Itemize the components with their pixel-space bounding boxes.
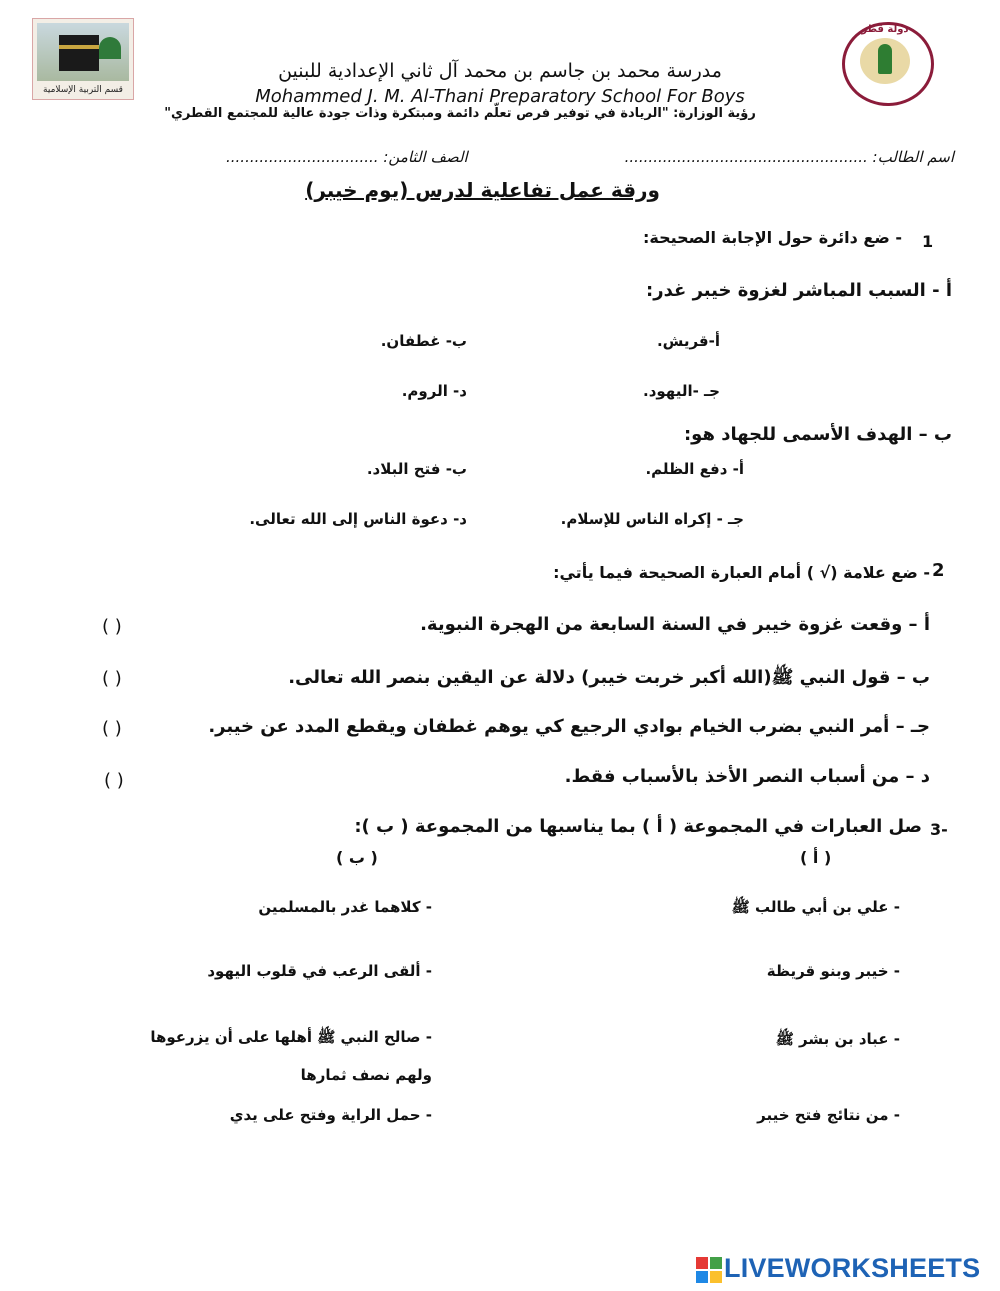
q1a-option-a[interactable]: أ-قريش. xyxy=(656,332,720,350)
q3-number: 3- xyxy=(930,820,948,839)
q1a-option-b[interactable]: ب- غطفان. xyxy=(380,332,467,350)
q3-col-a-item-1[interactable]: - علي بن أبي طالب ﷺ xyxy=(731,898,900,916)
grid-cell xyxy=(696,1271,708,1283)
q1b-option-a[interactable]: أ- دفع الظلم. xyxy=(645,460,744,478)
q2-answer-box-d[interactable]: ( ) xyxy=(104,770,124,791)
q1-instruction: - ضع دائرة حول الإجابة الصحيحة: xyxy=(642,228,902,247)
q1a-stem: أ - السبب المباشر لغزوة خيبر غدر: xyxy=(646,280,952,301)
islamic-education-logo xyxy=(32,18,134,100)
q2-answer-box-b[interactable]: ( ) xyxy=(102,668,122,689)
palm-icon xyxy=(878,44,892,74)
q2-statement-d: د – من أسباب النصر الأخذ بالأسباب فقط. xyxy=(564,766,930,787)
q1b-option-c[interactable]: جـ - إكراه الناس للإسلام. xyxy=(560,510,744,528)
q2-instruction: - ضع علامة (√ ) أمام العبارة الصحيحة فيما يأتي: xyxy=(553,563,930,582)
q2-statement-b: ب – قول النبي ﷺ(الله أكبر خربت خيبر) دلالة عن اليقين بنصر الله تعالى. xyxy=(288,667,930,688)
q2-statement-c: جـ – أمر النبي بضرب الخيام بوادي الرجيع كي يوهم غطفان ويقطع المدد عن خيبر. xyxy=(208,716,930,737)
q2-statement-a: أ – وقعت غزوة خيبر في السنة السابعة من الهجرة النبوية. xyxy=(420,614,930,635)
q3-col-b-item-4[interactable]: - حمل الراية وفتح على يدي xyxy=(229,1106,432,1124)
liveworksheets-brand-text: LIVEWORKSHEETS xyxy=(724,1253,981,1283)
q3-col-a-item-3[interactable]: - عباد بن بشر ﷺ xyxy=(775,1030,900,1048)
q1b-option-d[interactable]: د- دعوة الناس إلى الله تعالى. xyxy=(249,510,467,528)
q3-col-b-item-3[interactable]: - صالح النبي ﷺ أهلها على أن يزرعوها xyxy=(150,1028,432,1046)
q3-col-a-item-2[interactable]: - خيبر وبنو قريظة xyxy=(766,962,900,980)
q3-header-b: ( ب ) xyxy=(336,848,378,867)
grid-cell xyxy=(710,1271,722,1283)
q1-number: 1 xyxy=(922,232,934,251)
school-name-arabic: مدرسة محمد بن جاسم بن محمد آل ثاني الإعدادية للبنين xyxy=(278,60,722,82)
q3-instruction: صل العبارات في المجموعة ( أ ) بما يناسبها من المجموعة ( ب ): xyxy=(354,816,922,837)
right-logo-text: دولة قطر xyxy=(861,24,909,35)
q3-col-b-item-3-continued: ولهم نصف ثمارها xyxy=(300,1066,432,1084)
q2-answer-box-a[interactable]: ( ) xyxy=(102,616,122,637)
q1b-stem: ب – الهدف الأسمى للجهاد هو: xyxy=(683,424,952,445)
school-name-english: Mohammed J. M. Al-Thani Preparatory School For Boys xyxy=(255,86,745,107)
kaaba-icon xyxy=(59,35,99,71)
brand-grid-icon xyxy=(696,1257,722,1283)
q2-number: 2 xyxy=(932,560,945,581)
q3-col-b-item-1[interactable]: - كلاهما غدر بالمسلمين xyxy=(258,898,432,916)
q1a-option-c[interactable]: جـ -اليهود. xyxy=(643,382,720,400)
student-grade-field[interactable]: الصف الثامن: ................................ xyxy=(226,148,468,166)
q3-col-b-item-2[interactable]: - ألقى الرعب في قلوب اليهود xyxy=(207,962,432,980)
grid-cell xyxy=(710,1257,722,1269)
q3-header-a: ( أ ) xyxy=(800,848,832,867)
ministry-vision: رؤية الوزارة: "الريادة في توفير فرص تعلّم دائمة ومبتكرة وذات جودة عالية للمجتمع القطري" xyxy=(164,106,756,121)
q1a-option-d[interactable]: د- الروم. xyxy=(401,382,467,400)
q1b-option-b[interactable]: ب- فتح البلاد. xyxy=(366,460,467,478)
q2-answer-box-c[interactable]: ( ) xyxy=(102,718,122,739)
left-logo-caption: قسم التربية الإسلامية xyxy=(43,85,123,95)
qatar-ministry-logo xyxy=(838,22,934,102)
student-name-field[interactable]: اسم الطالب: ................................................... xyxy=(624,148,954,166)
worksheet-title: ورقة عمل تفاعلية لدرس (يوم خيبر) xyxy=(305,178,660,202)
grid-cell xyxy=(696,1257,708,1269)
q3-col-a-item-4[interactable]: - من نتائج فتح خيبر xyxy=(757,1106,900,1124)
